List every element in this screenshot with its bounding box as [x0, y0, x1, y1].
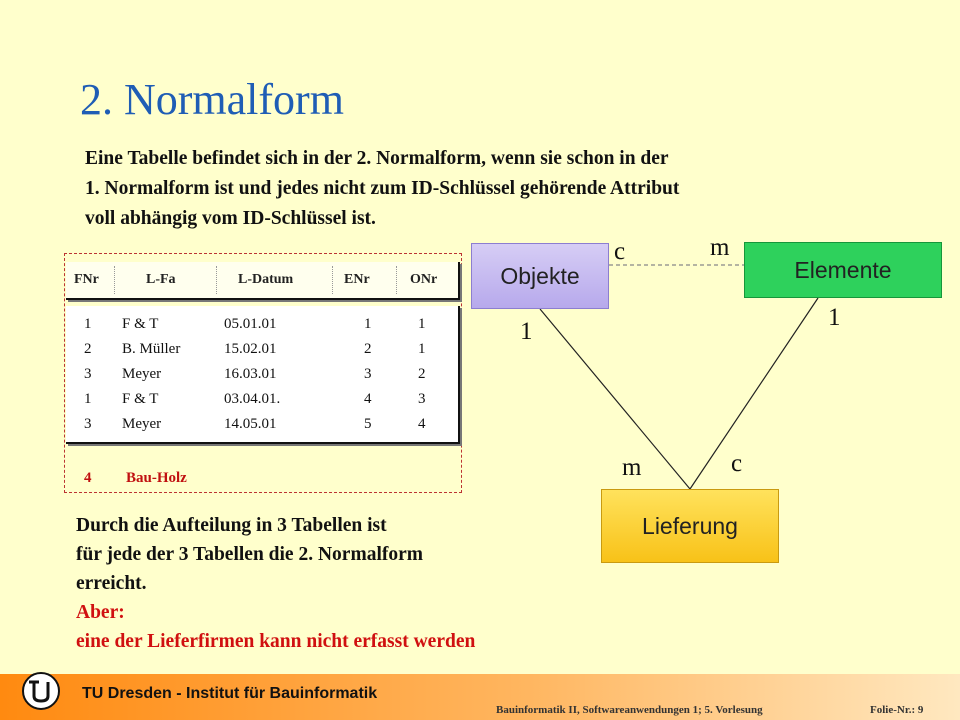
slide-title: 2. Normalform: [80, 75, 344, 124]
cell-lfa: Meyer: [122, 366, 162, 382]
cell-fnr: 3: [84, 366, 92, 382]
cell-onr: 2: [418, 366, 426, 382]
cell-onr: 3: [418, 391, 426, 407]
footer-slide-number: Folie-Nr.: 9: [870, 704, 924, 716]
cardinality-1-right: 1: [828, 304, 841, 331]
cell-lfa: F & T: [122, 316, 159, 332]
cell-fnr: 2: [84, 341, 92, 357]
cell-ldatum: 14.05.01: [224, 416, 277, 432]
footer-institute: TU Dresden - Institut für Bauinformatik: [82, 685, 378, 702]
cardinality-m-top: m: [710, 234, 730, 261]
cell-onr: 4: [418, 416, 426, 432]
cell-enr: 1: [364, 316, 372, 332]
tu-dresden-logo: [22, 672, 60, 710]
cell-onr: 1: [418, 316, 426, 332]
header-ldatum: L-Datum: [238, 272, 294, 287]
cardinality-m-bottom: m: [622, 454, 642, 481]
relation-elemente-lieferung: [690, 298, 818, 489]
cell-enr: 3: [364, 366, 372, 382]
header-enr: ENr: [344, 272, 370, 287]
header-fnr: FNr: [74, 272, 99, 287]
intro-line: 1. Normalform ist und jedes nicht zum ID-Schlüssel gehörende Attribut: [85, 178, 680, 199]
cell-ldatum: 15.02.01: [224, 341, 277, 357]
intro-line: Eine Tabelle befindet sich in der 2. Normalform, wenn sie schon in der: [85, 148, 669, 169]
cell-fnr: 3: [84, 416, 92, 432]
cardinality-c-bottom: c: [731, 450, 743, 477]
cell-lfa: F & T: [122, 391, 159, 407]
cell-lfa: Meyer: [122, 416, 162, 432]
cell-enr: 4: [364, 391, 372, 407]
conclusion-line: erreicht.: [76, 573, 147, 594]
conclusion-text: [76, 511, 475, 656]
intro-line: voll abhängig vom ID-Schlüssel ist.: [85, 208, 376, 229]
cell-enr: 2: [364, 341, 372, 357]
cell-lfa: B. Müller: [122, 341, 181, 357]
entity-objekte: Objekte: [471, 243, 609, 309]
cell-fnr: 1: [84, 316, 92, 332]
cell-ldatum: 05.01.01: [224, 316, 277, 332]
cardinality-c-top: c: [614, 238, 626, 265]
tu-logo-icon: [24, 674, 58, 708]
extra-fnr: 4: [84, 470, 92, 486]
cell-ldatum: 03.04.01.: [224, 391, 281, 407]
conclusion-line: Durch die Aufteilung in 3 Tabellen ist: [76, 515, 387, 536]
entity-lieferung: Lieferung: [601, 489, 779, 563]
cell-enr: 5: [364, 416, 372, 432]
cardinality-1-left: 1: [520, 318, 533, 345]
cell-fnr: 1: [84, 391, 92, 407]
warning-line: eine der Lieferfirmen kann nicht erfasst werden: [76, 631, 476, 652]
entity-elemente: Elemente: [744, 242, 942, 298]
header-onr: ONr: [410, 272, 438, 287]
footer-course: Bauinformatik II, Softwareanwendungen 1; 5. Vorlesung: [496, 704, 763, 716]
warning-line: Aber:: [76, 602, 125, 623]
extra-name: Bau-Holz: [126, 470, 187, 486]
cell-onr: 1: [418, 341, 426, 357]
relation-objekte-lieferung: [540, 309, 690, 489]
header-lfa: L-Fa: [146, 272, 176, 287]
cell-ldatum: 16.03.01: [224, 366, 277, 382]
conclusion-line: für jede der 3 Tabellen die 2. Normalform: [76, 544, 424, 565]
